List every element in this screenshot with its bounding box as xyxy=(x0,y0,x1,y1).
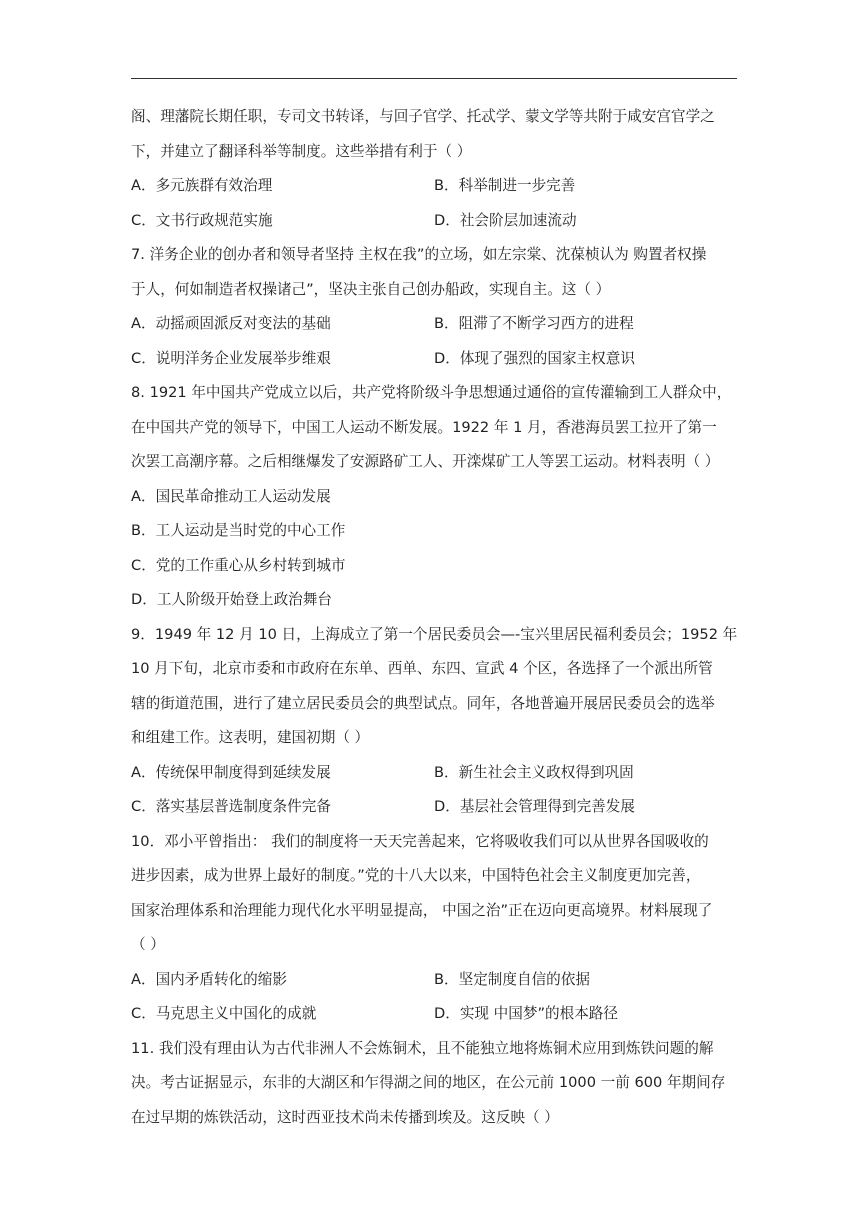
option-row xyxy=(131,204,743,239)
question-text-line: 于人，何如制造者权操诸己”，坚决主张自己创办船政，实现自主。这（ ） xyxy=(131,280,611,298)
option-c[interactable]: C．落实基层普选制度条件完备 xyxy=(131,798,331,815)
option-d[interactable]: D．工人阶级开始登上政治舞台 xyxy=(131,591,332,608)
option-c[interactable]: C．文书行政规范实施 xyxy=(131,211,273,229)
question-text-line: 阁、理藩院长期任职，专司文书转译，与回子官学、托忒学、蒙文学等共附于咸安宫官学之 xyxy=(131,108,715,125)
option-row xyxy=(131,790,743,825)
question-text-line: 国家治理体系和治理能力现代化水平明显提高， 中国之治”正在迈向更高境界。材料展现了 xyxy=(131,901,713,919)
option-row xyxy=(131,997,743,1032)
question-text-line: 进步因素，成为世界上最好的制度。”党的十八大以来，中国特色社会主义制度更加完善， xyxy=(131,867,701,884)
question-text-line: 7. 洋务企业的创办者和领导者坚持 主权在我”的立场，如左宗棠、沈葆桢认为 购置者权操 xyxy=(131,246,707,263)
question-text-line: 和组建工作。这表明，建国初期（ ） xyxy=(131,729,370,746)
option-row xyxy=(131,342,743,377)
option-c[interactable]: C．党的工作重心从乡村转到城市 xyxy=(131,556,346,574)
question-text-line: 11. 我们没有理由认为古代非洲人不会炼铜术，且不能独立地将炼铜术应用到炼铁问题的解 xyxy=(131,1039,714,1057)
question-text-line: 10 月下旬，北京市委和市政府在东单、西单、东四、宣武 4 个区，各选择了一个派出所管 xyxy=(131,660,713,677)
option-row xyxy=(131,756,743,791)
option-c[interactable]: C．说明洋务企业发展举步维艰 xyxy=(131,349,331,367)
option-b[interactable]: B．新生社会主义政权得到巩固 xyxy=(434,763,634,781)
option-row xyxy=(131,307,743,342)
question-text-line: 10．邓小平曾指出： 我们的制度将一天天完善起来，它将吸收我们可以从世界各国吸收的 xyxy=(131,832,709,850)
option-d[interactable]: D．基层社会管理得到完善发展 xyxy=(434,798,635,815)
option-c[interactable]: C．马克思主义中国化的成就 xyxy=(131,1005,317,1022)
option-a[interactable]: A．传统保甲制度得到延续发展 xyxy=(131,763,331,781)
question-7 xyxy=(131,238,743,376)
question-text-line: 下，并建立了翻译科举等制度。这些举措有利于（ ） xyxy=(131,142,472,160)
question-6-continuation xyxy=(131,100,743,238)
question-text-line: 决。考古证据显示，东非的大湖区和乍得湖之间的地区，在公元前 1000 一前 600 年期间存 xyxy=(131,1074,726,1091)
option-b[interactable]: B．坚定制度自信的依据 xyxy=(434,970,590,988)
option-d[interactable]: D．社会阶层加速流动 xyxy=(434,211,577,229)
question-text-line: 9．1949 年 12 月 10 日，上海成立了第一个居民委员会—-宝兴里居民福利委员会；1952 年 xyxy=(131,625,738,643)
option-row xyxy=(131,169,743,204)
question-text-line: 次罢工高潮序幕。之后相继爆发了安源路矿工人、开滦煤矿工人等罢工运动。材料表明（ ） xyxy=(131,453,720,470)
question-text-line: 在中国共产党的领导下，中国工人运动不断发展。1922 年 1 月，香港海员罢工拉开了第一 xyxy=(131,418,717,436)
question-text-line: 辖的街道范围，进行了建立居民委员会的典型试点。同年，各地普遍开展居民委员会的选举 xyxy=(131,694,715,712)
option-row xyxy=(131,963,743,998)
option-b[interactable]: B．科举制进一步完善 xyxy=(434,177,576,194)
question-8 xyxy=(131,376,743,618)
question-11 xyxy=(131,1032,743,1136)
option-a[interactable]: A．多元族群有效治理 xyxy=(131,177,273,194)
question-text-line: 8. 1921 年中国共产党成立以后，共产党将阶级斗争思想通过通俗的宣传灌输到工人群众中， xyxy=(131,384,732,401)
option-b[interactable]: B．阻滞了不断学习西方的进程 xyxy=(434,315,634,332)
option-a[interactable]: A．国内矛盾转化的缩影 xyxy=(131,970,287,988)
question-10 xyxy=(131,825,743,1032)
option-a[interactable]: A．动摇顽固派反对变法的基础 xyxy=(131,315,331,332)
option-d[interactable]: D．体现了强烈的国家主权意识 xyxy=(434,349,635,367)
question-9 xyxy=(131,618,743,825)
header-rule xyxy=(131,78,737,79)
option-b[interactable]: B．工人运动是当时党的中心工作 xyxy=(131,522,346,539)
question-text-line: （ ） xyxy=(131,936,165,953)
option-a[interactable]: A．国民革命推动工人运动发展 xyxy=(131,487,331,505)
option-d[interactable]: D．实现 中国梦”的根本路径 xyxy=(434,1005,618,1022)
question-text-line: 在过早期的炼铁活动，这时西亚技术尚未传播到埃及。这反映（ ） xyxy=(131,1108,559,1126)
exam-page-content xyxy=(131,100,743,1135)
